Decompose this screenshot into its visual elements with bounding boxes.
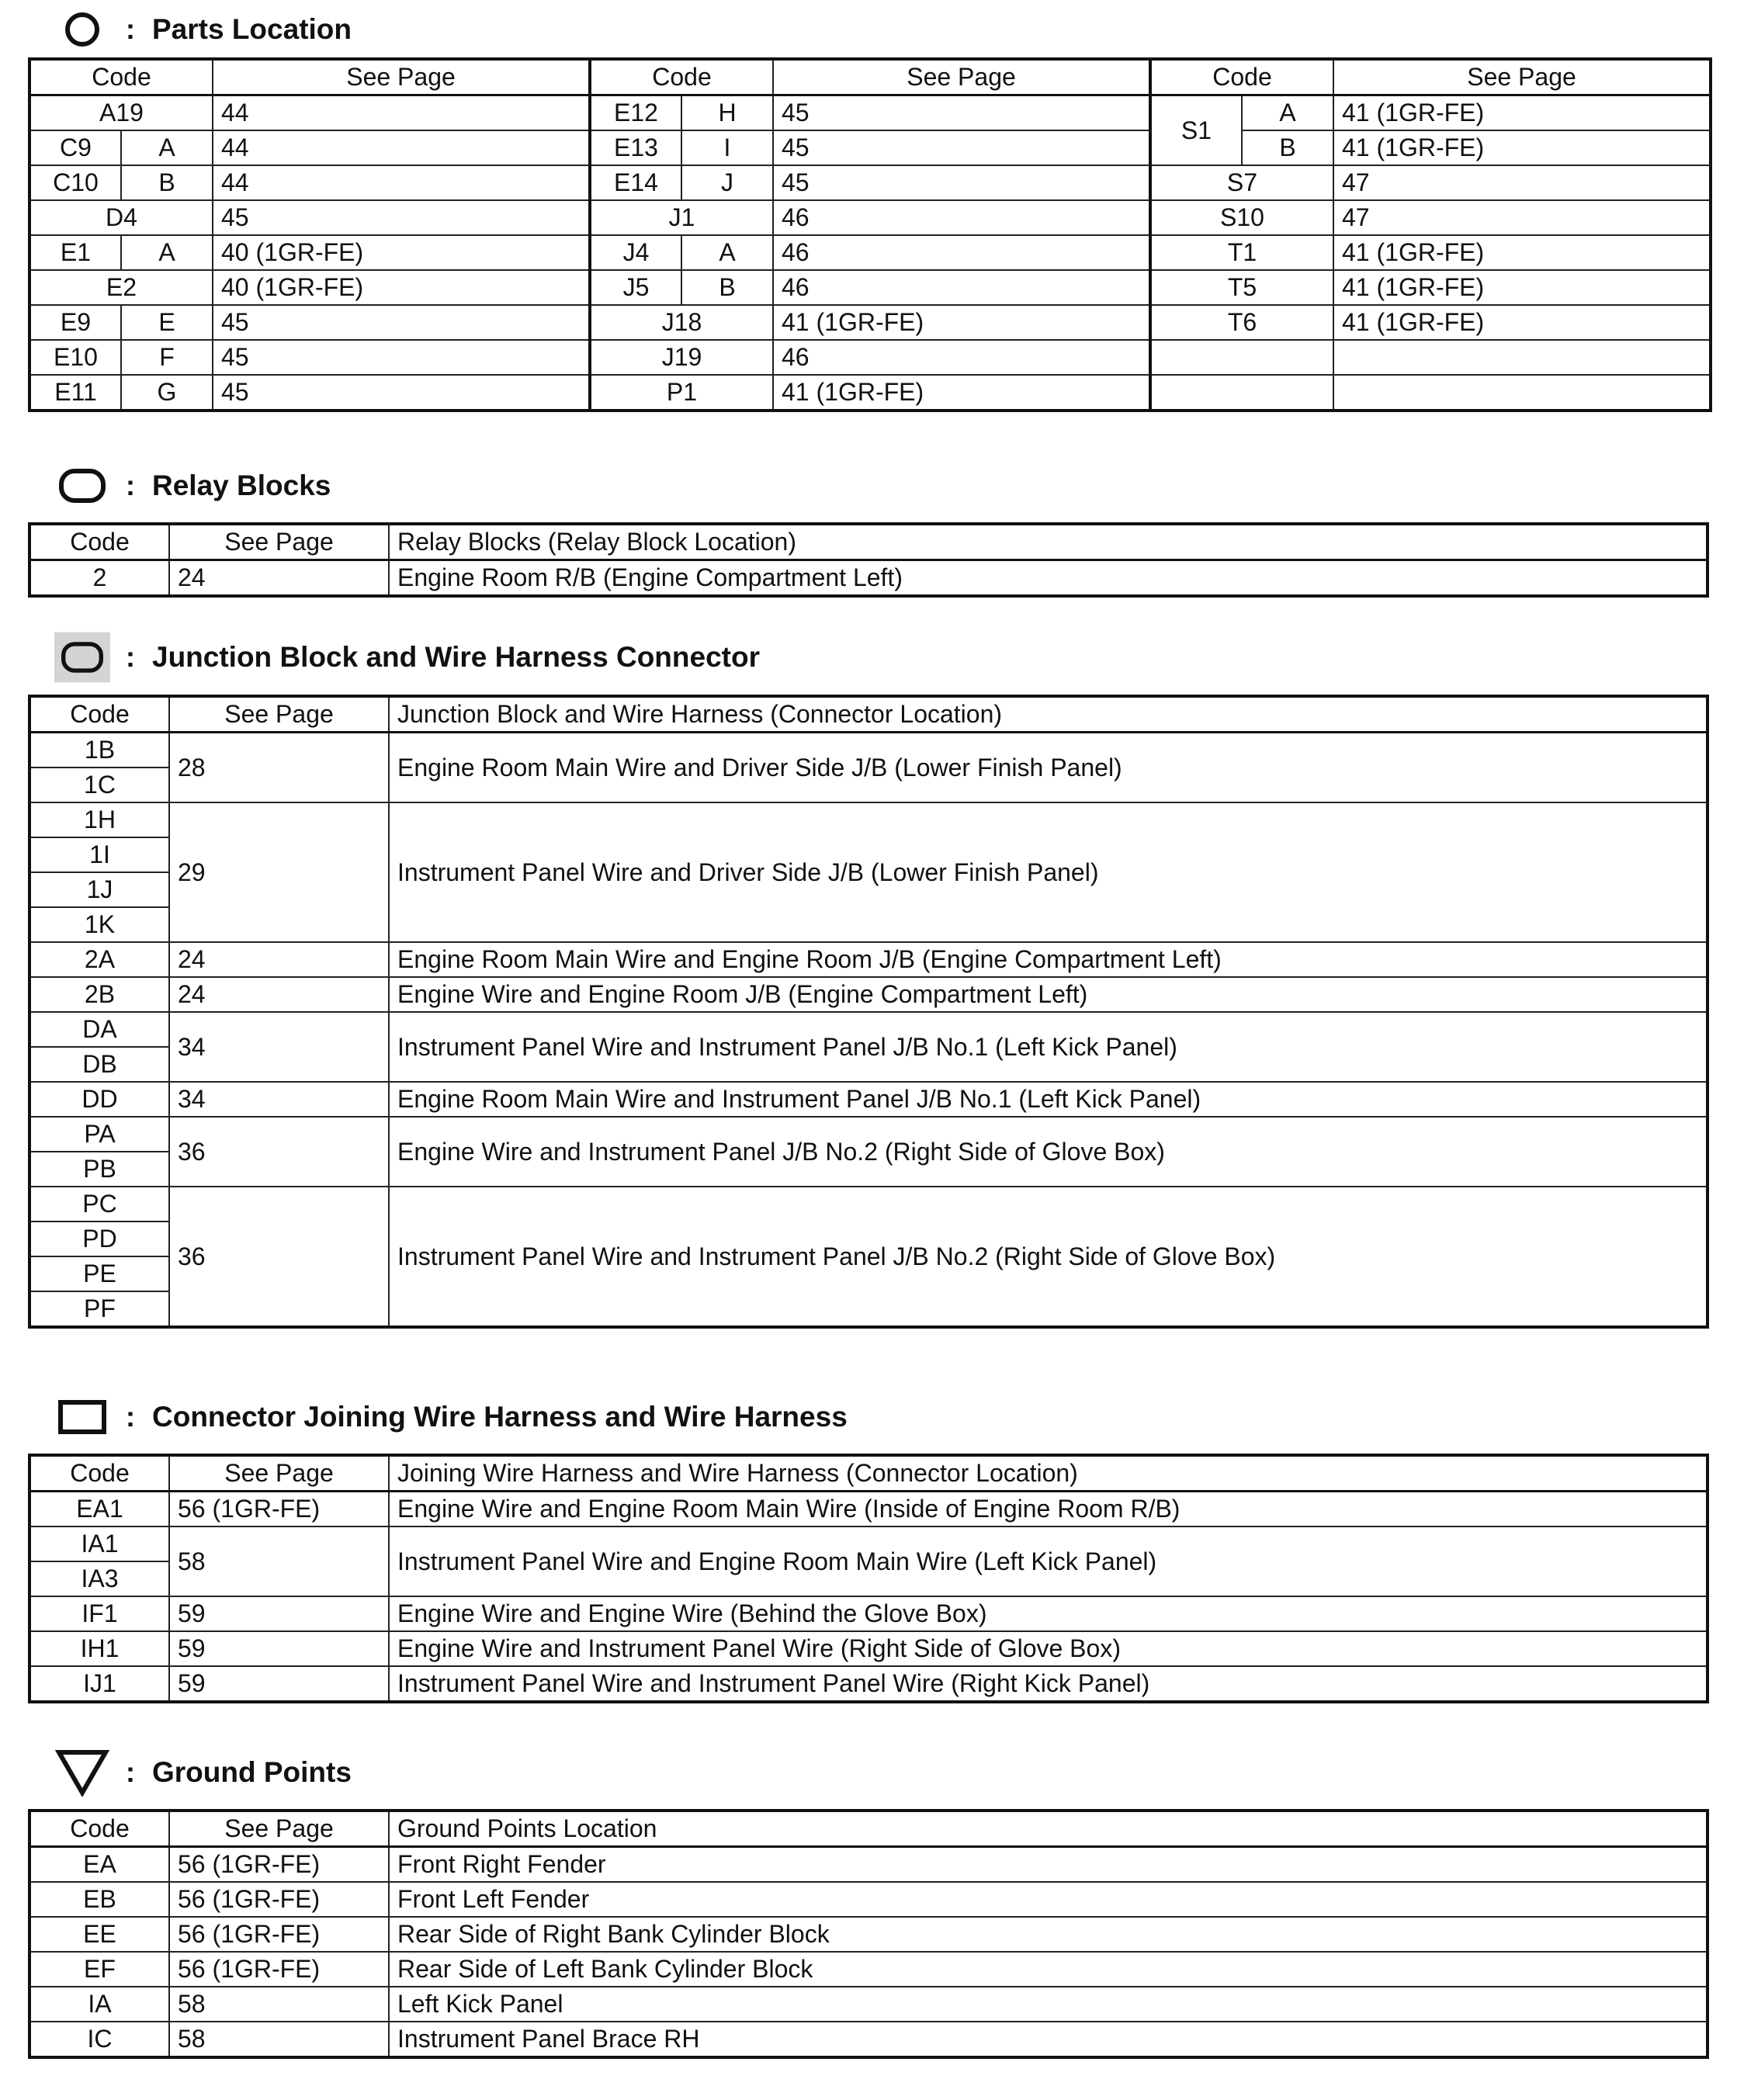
code-suffix-cell: A: [681, 235, 773, 270]
page-cell: 46: [773, 235, 1150, 270]
code-cell: EB: [29, 1882, 169, 1917]
code-cell: 2A: [29, 942, 169, 977]
table-row: [29, 200, 1711, 235]
page-cell: 56 (1GR-FE): [169, 1492, 389, 1527]
description-cell: Engine Room Main Wire and Driver Side J/B (Lower Finish Panel): [389, 733, 1708, 803]
header-see-page: See Page: [169, 1455, 389, 1492]
code-cell: [1150, 340, 1333, 375]
table-row: [29, 235, 1711, 270]
page-cell: 41 (1GR-FE): [1333, 95, 1711, 131]
page-cell: 40 (1GR-FE): [213, 235, 590, 270]
code-cell: EE: [29, 1917, 169, 1952]
table-row: [29, 270, 1711, 305]
header-see-page: See Page: [169, 696, 389, 733]
header-code: Code: [29, 696, 169, 733]
section-title: Relay Blocks: [152, 470, 331, 501]
page-cell: 58: [169, 1987, 389, 2022]
table-row: [29, 305, 1711, 340]
code-cell: IH1: [29, 1631, 169, 1666]
table-row: [29, 1596, 1708, 1631]
description-cell: Left Kick Panel: [389, 1987, 1708, 2022]
table-row: [29, 1187, 1708, 1222]
page-cell: 59: [169, 1596, 389, 1631]
code-suffix-cell: J: [681, 165, 773, 200]
code-cell: PA: [29, 1117, 169, 1152]
page-cell: 59: [169, 1631, 389, 1666]
connector-joining-heading: : Connector Joining Wire Harness and Wire Harness: [54, 1394, 848, 1440]
connector-joining-table: [28, 1454, 1709, 1703]
code-cell: IC: [29, 2022, 169, 2057]
page-cell: 46: [773, 200, 1150, 235]
code-cell: PD: [29, 1222, 169, 1256]
page-cell: 41 (1GR-FE): [1333, 305, 1711, 340]
code-cell: IA: [29, 1987, 169, 2022]
parts-location-heading: : Parts Location: [54, 6, 352, 53]
header-see-page: See Page: [1333, 59, 1711, 95]
header-description: Ground Points Location: [389, 1811, 1708, 1847]
junction-block-table: [28, 695, 1709, 1329]
page-cell: 24: [169, 942, 389, 977]
header-see-page: See Page: [169, 1811, 389, 1847]
code-cell: 2: [29, 560, 169, 597]
page-cell: 45: [213, 375, 590, 411]
table-row: [29, 977, 1708, 1012]
header-code: Code: [29, 524, 169, 560]
code-cell: E10: [29, 340, 121, 375]
page-cell: 24: [169, 560, 389, 597]
code-suffix-cell: E: [121, 305, 213, 340]
table-row: [29, 560, 1708, 597]
junction-block-heading: : Junction Block and Wire Harness Connector: [54, 634, 760, 681]
page-cell: 56 (1GR-FE): [169, 1882, 389, 1917]
page-cell: 24: [169, 977, 389, 1012]
page-cell: 45: [213, 305, 590, 340]
code-suffix-cell: B: [1242, 130, 1333, 165]
description-cell: Engine Room Main Wire and Instrument Panel J/B No.1 (Left Kick Panel): [389, 1082, 1708, 1117]
table-row: [29, 1882, 1708, 1917]
table-row: [29, 802, 1708, 837]
header-code: Code: [1150, 59, 1333, 95]
code-cell: 1J: [29, 872, 169, 907]
code-suffix-cell: H: [681, 95, 773, 131]
page-cell: 59: [169, 1666, 389, 1702]
table-row: [29, 1082, 1708, 1117]
page-cell: 47: [1333, 200, 1711, 235]
page-cell: 29: [169, 802, 389, 942]
code-cell: E14: [590, 165, 681, 200]
header-see-page: See Page: [169, 524, 389, 560]
header-code: Code: [590, 59, 773, 95]
code-cell: J19: [590, 340, 773, 375]
description-cell: Engine Wire and Engine Room J/B (Engine Compartment Left): [389, 977, 1708, 1012]
page-cell: 46: [773, 340, 1150, 375]
page-cell: [1333, 340, 1711, 375]
code-cell: DB: [29, 1047, 169, 1082]
parts-location-table: [28, 57, 1712, 412]
code-cell: J1: [590, 200, 773, 235]
code-cell: C10: [29, 165, 121, 200]
table-row: [29, 1012, 1708, 1047]
header-description: Joining Wire Harness and Wire Harness (Connector Location): [389, 1455, 1708, 1492]
code-cell: J4: [590, 235, 681, 270]
code-cell: 1H: [29, 802, 169, 837]
code-cell: J18: [590, 305, 773, 340]
description-cell: Engine Room Main Wire and Engine Room J/B (Engine Compartment Left): [389, 942, 1708, 977]
page-cell: 41 (1GR-FE): [1333, 270, 1711, 305]
section-title: Ground Points: [152, 1756, 352, 1788]
header-description: Junction Block and Wire Harness (Connector Location): [389, 696, 1708, 733]
page-cell: 41 (1GR-FE): [1333, 130, 1711, 165]
page-cell: 41 (1GR-FE): [773, 375, 1150, 411]
page-cell: 45: [773, 95, 1150, 131]
code-suffix-cell: B: [121, 165, 213, 200]
table-row: [29, 733, 1708, 768]
code-cell: 1I: [29, 837, 169, 872]
code-cell: T5: [1150, 270, 1333, 305]
section-title: Parts Location: [152, 13, 352, 45]
page-cell: 58: [169, 2022, 389, 2057]
table-row: [29, 375, 1711, 411]
relay-blocks-heading: : Relay Blocks: [54, 463, 331, 509]
code-cell: S1: [1150, 95, 1242, 166]
description-cell: Engine Wire and Instrument Panel Wire (Right Side of Glove Box): [389, 1631, 1708, 1666]
table-header-row: [29, 696, 1708, 733]
code-suffix-cell: F: [121, 340, 213, 375]
page-cell: 44: [213, 165, 590, 200]
code-cell: C9: [29, 130, 121, 165]
code-cell: EF: [29, 1952, 169, 1987]
description-cell: Front Right Fender: [389, 1847, 1708, 1883]
table-row: [29, 1847, 1708, 1883]
code-cell: E2: [29, 270, 213, 305]
code-suffix-cell: A: [121, 235, 213, 270]
code-cell: DA: [29, 1012, 169, 1047]
description-cell: Instrument Panel Wire and Driver Side J/B (Lower Finish Panel): [389, 802, 1708, 942]
header-code: Code: [29, 1455, 169, 1492]
ground-points-table: [28, 1809, 1709, 2059]
table-header-row: [29, 59, 1711, 95]
code-cell: E13: [590, 130, 681, 165]
description-cell: Engine Wire and Engine Room Main Wire (Inside of Engine Room R/B): [389, 1492, 1708, 1527]
code-cell: IF1: [29, 1596, 169, 1631]
description-cell: Front Left Fender: [389, 1882, 1708, 1917]
table-row: [29, 1952, 1708, 1987]
ground-points-heading: : Ground Points: [54, 1749, 352, 1796]
code-cell: E1: [29, 235, 121, 270]
table-header-row: [29, 1811, 1708, 1847]
code-suffix-cell: I: [681, 130, 773, 165]
code-suffix-cell: A: [1242, 95, 1333, 131]
code-cell: IA1: [29, 1526, 169, 1561]
page-cell: 56 (1GR-FE): [169, 1952, 389, 1987]
triangle-down-icon: [54, 1749, 110, 1796]
code-cell: P1: [590, 375, 773, 411]
page-cell: 45: [773, 130, 1150, 165]
page-cell: 28: [169, 733, 389, 803]
page-cell: 46: [773, 270, 1150, 305]
table-row: [29, 1987, 1708, 2022]
description-cell: Instrument Panel Brace RH: [389, 2022, 1708, 2057]
page-cell: 36: [169, 1117, 389, 1187]
shaded-rounded-rect-icon: [54, 634, 110, 681]
header-code: Code: [29, 1811, 169, 1847]
description-cell: Rear Side of Left Bank Cylinder Block: [389, 1952, 1708, 1987]
description-cell: Engine Room R/B (Engine Compartment Left): [389, 560, 1708, 597]
relay-blocks-table: [28, 522, 1709, 598]
code-cell: 1K: [29, 907, 169, 942]
table-header-row: [29, 524, 1708, 560]
table-row: [29, 95, 1711, 131]
square-icon: [54, 1394, 110, 1440]
page-cell: 44: [213, 130, 590, 165]
code-cell: DD: [29, 1082, 169, 1117]
page-cell: 45: [213, 200, 590, 235]
circle-icon: [54, 6, 110, 53]
table-row: [29, 1492, 1708, 1527]
code-cell: 2B: [29, 977, 169, 1012]
code-cell: 1C: [29, 768, 169, 802]
table-row: [29, 130, 1711, 165]
table-row: [29, 1666, 1708, 1702]
code-cell: T6: [1150, 305, 1333, 340]
description-cell: Engine Wire and Engine Wire (Behind the Glove Box): [389, 1596, 1708, 1631]
table-row: [29, 1917, 1708, 1952]
code-cell: J5: [590, 270, 681, 305]
code-cell: PC: [29, 1187, 169, 1222]
table-header-row: [29, 1455, 1708, 1492]
page-cell: 41 (1GR-FE): [773, 305, 1150, 340]
code-cell: PE: [29, 1256, 169, 1291]
table-row: [29, 165, 1711, 200]
page-cell: 56 (1GR-FE): [169, 1847, 389, 1883]
description-cell: Instrument Panel Wire and Instrument Panel Wire (Right Kick Panel): [389, 1666, 1708, 1702]
page-cell: 34: [169, 1082, 389, 1117]
page-cell: 40 (1GR-FE): [213, 270, 590, 305]
page-cell: 44: [213, 95, 590, 131]
page-cell: 45: [213, 340, 590, 375]
code-cell: D4: [29, 200, 213, 235]
description-cell: Instrument Panel Wire and Instrument Panel J/B No.2 (Right Side of Glove Box): [389, 1187, 1708, 1327]
code-cell: A19: [29, 95, 213, 131]
code-cell: IA3: [29, 1561, 169, 1596]
header-code: Code: [29, 59, 213, 95]
table-row: [29, 1117, 1708, 1152]
table-row: [29, 340, 1711, 375]
code-cell: 1B: [29, 733, 169, 768]
code-cell: E12: [590, 95, 681, 131]
code-cell: IJ1: [29, 1666, 169, 1702]
code-cell: PF: [29, 1291, 169, 1327]
code-cell: PB: [29, 1152, 169, 1187]
header-description: Relay Blocks (Relay Block Location): [389, 524, 1708, 560]
page-cell: 56 (1GR-FE): [169, 1917, 389, 1952]
code-cell: EA: [29, 1847, 169, 1883]
header-see-page: See Page: [773, 59, 1150, 95]
page-cell: 45: [773, 165, 1150, 200]
rounded-rect-icon: [54, 463, 110, 509]
relay-blocks-body: [29, 524, 1708, 596]
section-title: Junction Block and Wire Harness Connector: [152, 641, 760, 673]
header-see-page: See Page: [213, 59, 590, 95]
section-title: Connector Joining Wire Harness and Wire Harness: [152, 1401, 848, 1433]
code-cell: E9: [29, 305, 121, 340]
page-cell: 41 (1GR-FE): [1333, 235, 1711, 270]
code-cell: E11: [29, 375, 121, 411]
table-row: [29, 1526, 1708, 1561]
description-cell: Rear Side of Right Bank Cylinder Block: [389, 1917, 1708, 1952]
code-cell: T1: [1150, 235, 1333, 270]
page-cell: 36: [169, 1187, 389, 1327]
code-suffix-cell: B: [681, 270, 773, 305]
page-cell: 58: [169, 1526, 389, 1596]
code-cell: EA1: [29, 1492, 169, 1527]
page-cell: 34: [169, 1012, 389, 1082]
description-cell: Instrument Panel Wire and Engine Room Main Wire (Left Kick Panel): [389, 1526, 1708, 1596]
description-cell: Engine Wire and Instrument Panel J/B No.2 (Right Side of Glove Box): [389, 1117, 1708, 1187]
code-cell: [1150, 375, 1333, 411]
table-row: [29, 2022, 1708, 2057]
page-cell: 47: [1333, 165, 1711, 200]
code-suffix-cell: A: [121, 130, 213, 165]
table-row: [29, 1631, 1708, 1666]
table-row: [29, 942, 1708, 977]
code-suffix-cell: G: [121, 375, 213, 411]
page-cell: [1333, 375, 1711, 411]
code-cell: S10: [1150, 200, 1333, 235]
code-cell: S7: [1150, 165, 1333, 200]
description-cell: Instrument Panel Wire and Instrument Panel J/B No.1 (Left Kick Panel): [389, 1012, 1708, 1082]
